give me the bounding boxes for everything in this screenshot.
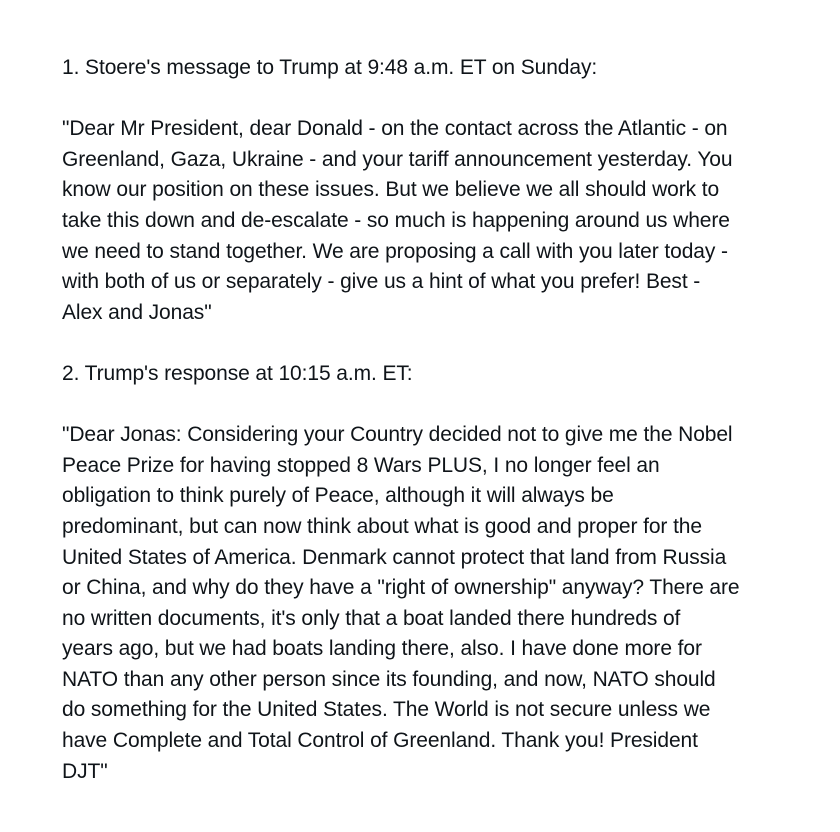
quote-line: "Dear Jonas: Considering your Country decided not to give me the Nobel xyxy=(62,423,733,447)
quote-line: Alex and Jonas" xyxy=(62,300,212,324)
trump-response-quote xyxy=(62,420,802,787)
quote-line: years ago, but we had boats landing there, also. I have done more for xyxy=(62,637,702,661)
quote-line: take this down and de-escalate - so much is happening around us where xyxy=(62,208,730,232)
paragraph-gap xyxy=(62,84,802,115)
quote-line: we need to stand together. We are proposing a call with you later today - xyxy=(62,239,728,263)
quote-line: DJT" xyxy=(62,759,108,783)
quote-line: Greenland, Gaza, Ukraine - and your tariff announcement yesterday. You xyxy=(62,147,733,171)
quote-line: obligation to think purely of Peace, although it will always be xyxy=(62,484,614,508)
paragraph-gap xyxy=(62,390,802,421)
quote-line: or China, and why do they have a "right of ownership" anyway? There are xyxy=(62,576,740,600)
quote-line: know our position on these issues. But we believe we all should work to xyxy=(62,178,720,202)
quote-line: no written documents, it's only that a boat landed there hundreds of xyxy=(62,606,681,630)
heading-stoere-message: 1. Stoere's message to Trump at 9:48 a.m. ET on Sunday: xyxy=(62,56,598,79)
quote-line: "Dear Mr President, dear Donald - on the contact across the Atlantic - on xyxy=(62,117,728,141)
quote-line: have Complete and Total Control of Greenland. Thank you! President xyxy=(62,729,698,753)
paragraph-gap xyxy=(62,328,802,359)
quote-line: United States of America. Denmark cannot protect that land from Russia xyxy=(62,545,727,569)
quote-line: predominant, but can now think about what is good and proper for the xyxy=(62,514,702,538)
quote-line: do something for the United States. The World is not secure unless we xyxy=(62,698,711,722)
quote-line: Peace Prize for having stopped 8 Wars PLUS, I no longer feel an xyxy=(62,453,660,477)
heading-trump-response: 2. Trump's response at 10:15 a.m. ET: xyxy=(62,361,413,385)
quote-line: with both of us or separately - give us a hint of what you prefer! Best - xyxy=(62,270,701,294)
stoere-message-quote xyxy=(62,114,802,328)
quote-line: NATO than any other person since its founding, and now, NATO should xyxy=(62,667,716,691)
post-text xyxy=(62,53,802,787)
